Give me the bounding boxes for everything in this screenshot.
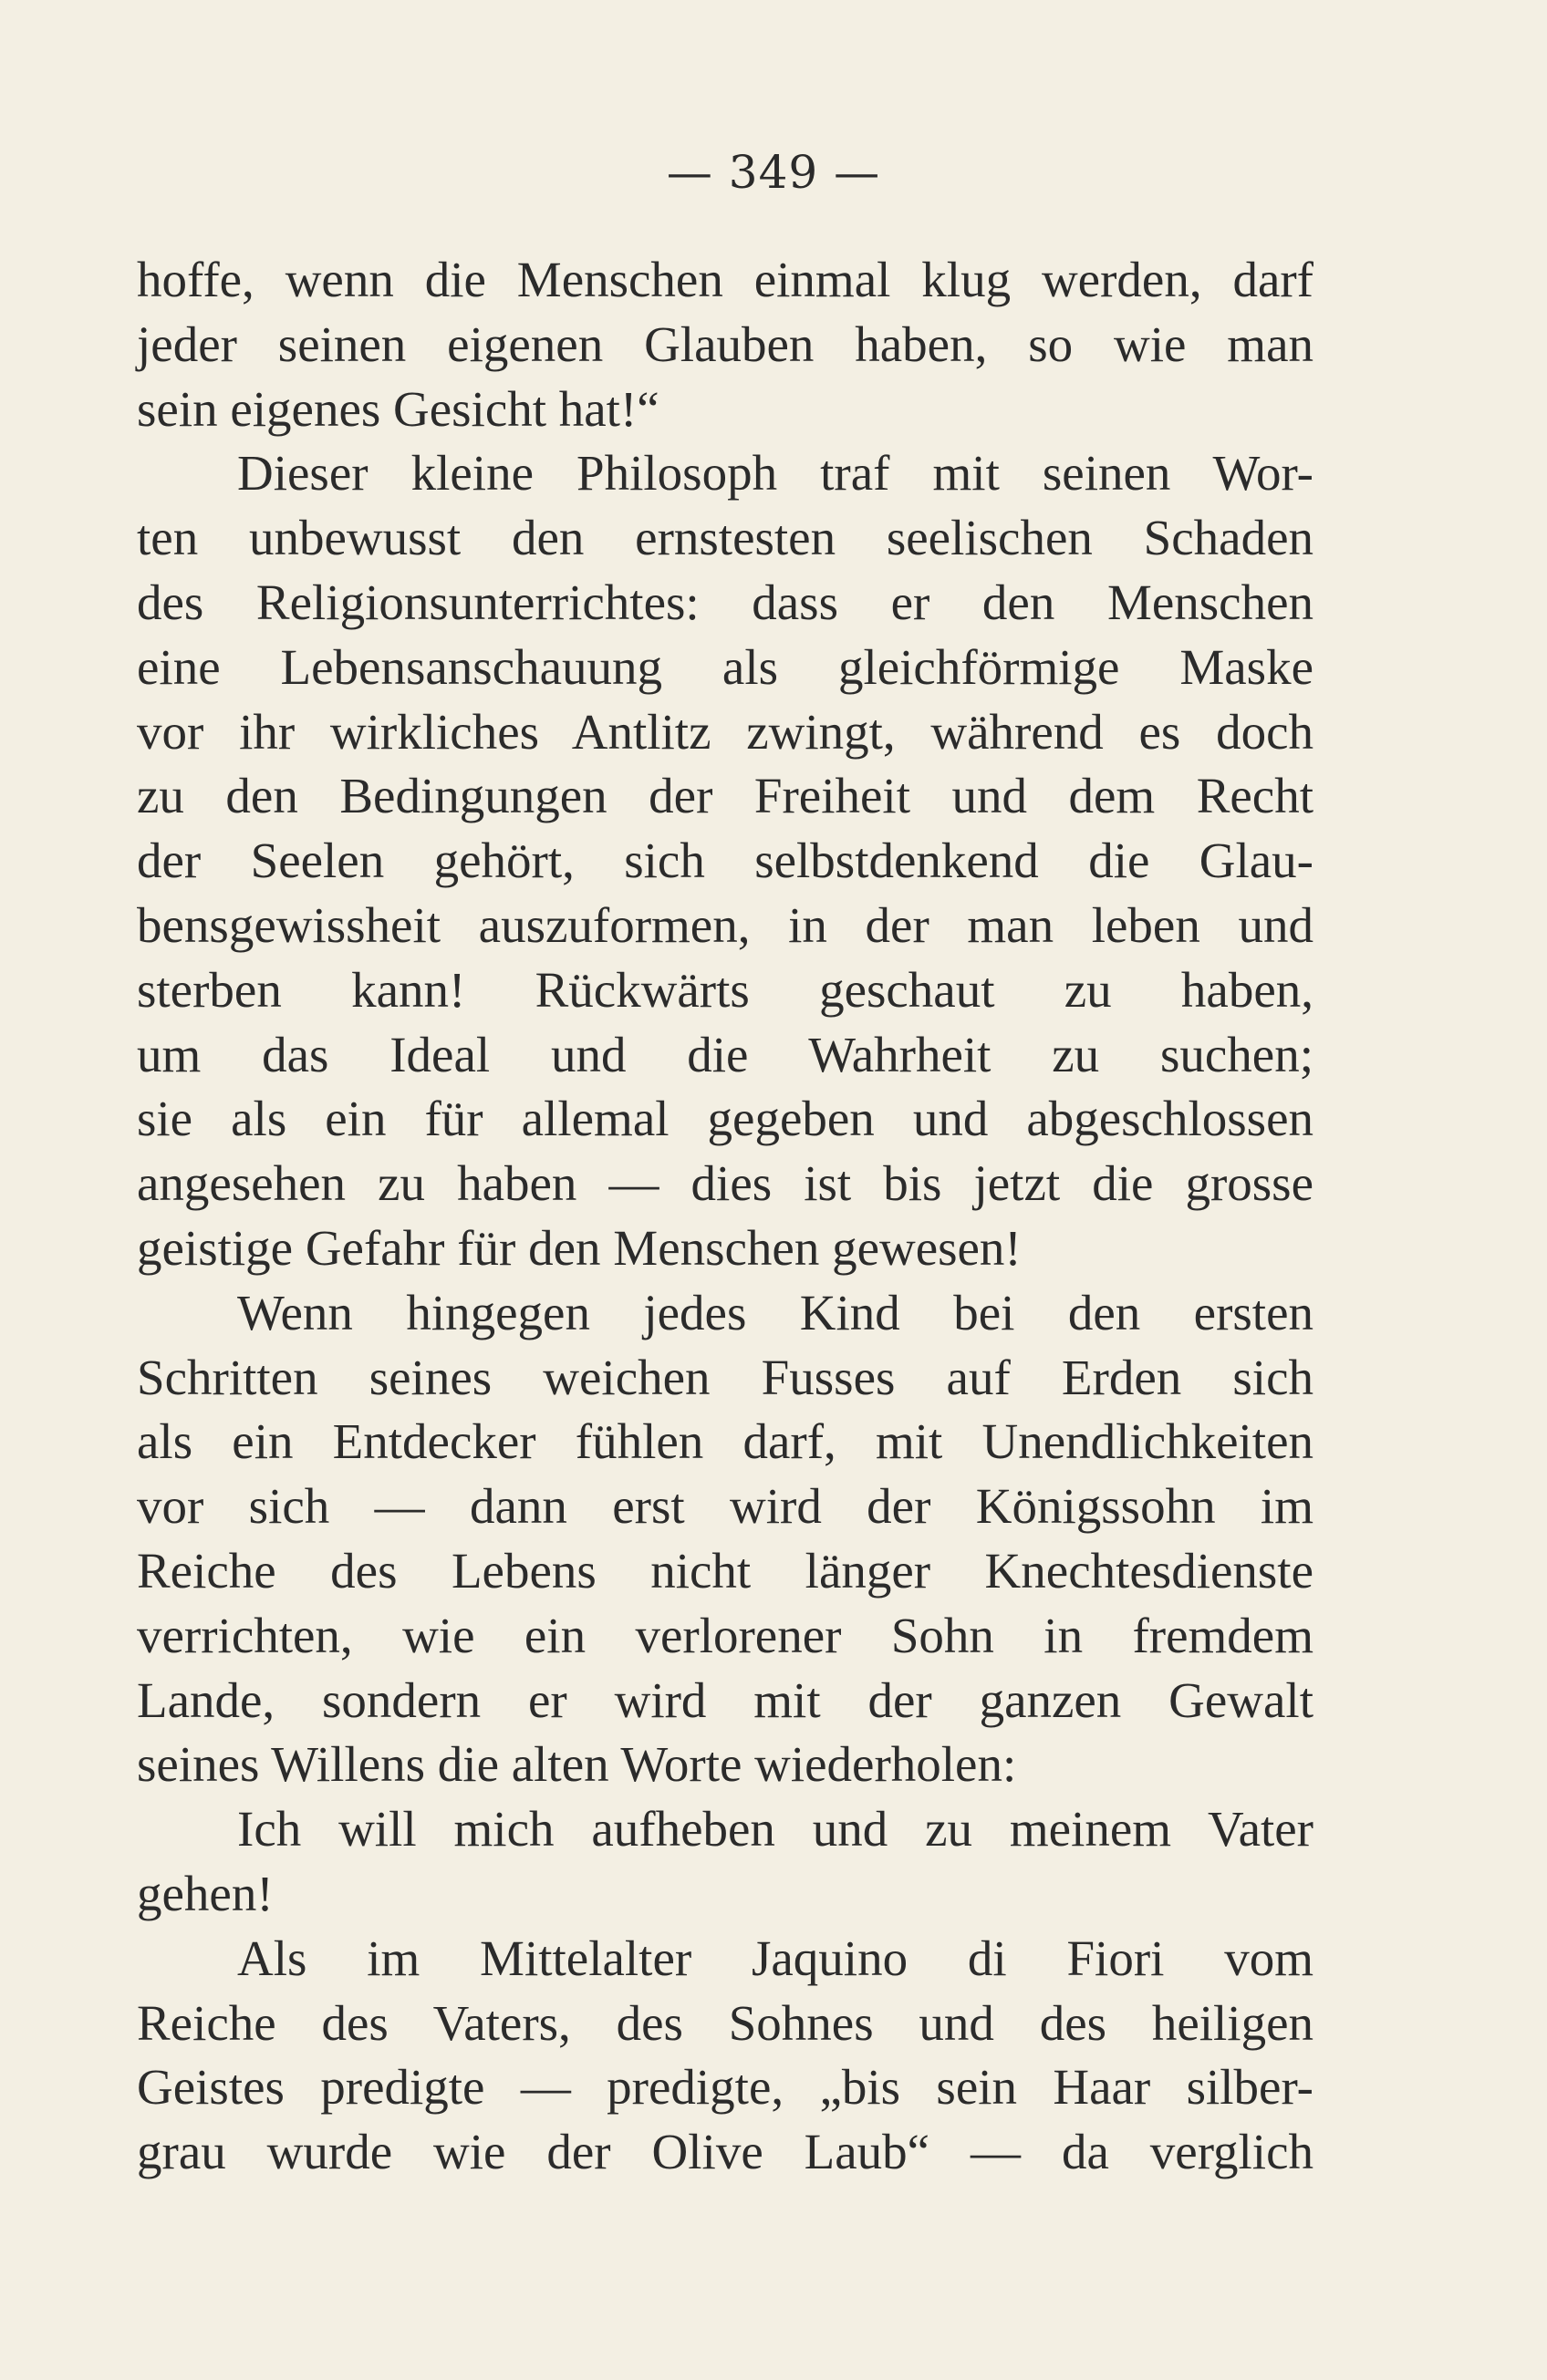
text-line: Reiche des Vaters, des Sohnes und des heiligen (137, 1994, 1313, 2051)
text-line: Geistes predigte — predigte, „bis sein Haar silber- (137, 2059, 1313, 2116)
text-line: verrichten, wie ein verlorener Sohn in fremdem (137, 1607, 1313, 1663)
page-number: — 349 — (666, 146, 881, 199)
text-line: grau wurde wie der Olive Laub“ — da verglich (137, 2124, 1313, 2180)
text-line: zu den Bedingungen der Freiheit und dem Recht (137, 768, 1313, 824)
text-line: geistige Gefahr für den Menschen gewesen! (137, 1219, 1022, 1276)
text-line: seines Willens die alten Worte wiederholen: (137, 1736, 1017, 1793)
text-line: Als im Mittelalter Jaquino di Fiori vom (237, 1930, 1313, 1986)
text-line: Wenn hingegen jedes Kind bei den ersten (237, 1284, 1313, 1340)
text-line: sie als ein für allemal gegeben und abgeschlossen (137, 1091, 1313, 1147)
text-line: des Religionsunterrichtes: dass er den Menschen (137, 574, 1313, 630)
text-line: Reiche des Lebens nicht länger Knechtesdienste (137, 1542, 1313, 1599)
text-line: Ich will mich aufheben und zu meinem Vater (237, 1801, 1313, 1857)
text-line: sein eigenes Gesicht hat!“ (137, 380, 659, 437)
text-line: Lande, sondern er wird mit der ganzen Gewalt (137, 1671, 1313, 1728)
text-line: Dieser kleine Philosoph traf mit seinen Wor- (237, 445, 1313, 502)
text-line: angesehen zu haben — dies ist bis jetzt die grosse (137, 1155, 1313, 1212)
text-line: eine Lebensanschauung als gleichförmige Maske (137, 638, 1313, 695)
text-line: ten unbewusst den ernstesten seelischen Schaden (137, 510, 1313, 566)
text-line: jeder seinen eigenen Glauben haben, so wie man (137, 316, 1313, 372)
text-line: der Seelen gehört, sich selbstdenkend die Glau- (137, 833, 1313, 889)
text-line: vor ihr wirkliches Antlitz zwingt, während es doch (137, 703, 1313, 760)
text-line: als ein Entdecker fühlen darf, mit Unendlichkeiten (137, 1413, 1313, 1470)
text-line: hoffe, wenn die Menschen einmal klug werden, darf (137, 252, 1313, 307)
text-line: um das Ideal und die Wahrheit zu suchen; (137, 1026, 1313, 1082)
text-line: gehen! (137, 1865, 274, 1921)
text-line: Schritten seines weichen Fusses auf Erden sich (137, 1349, 1313, 1405)
text-line: vor sich — dann erst wird der Königssohn im (137, 1478, 1313, 1535)
text-line: bensgewissheit auszuformen, in der man leben und (137, 896, 1313, 953)
body-text (137, 248, 1313, 2185)
text-line: sterben kann! Rückwärts geschaut zu haben, (137, 961, 1313, 1018)
